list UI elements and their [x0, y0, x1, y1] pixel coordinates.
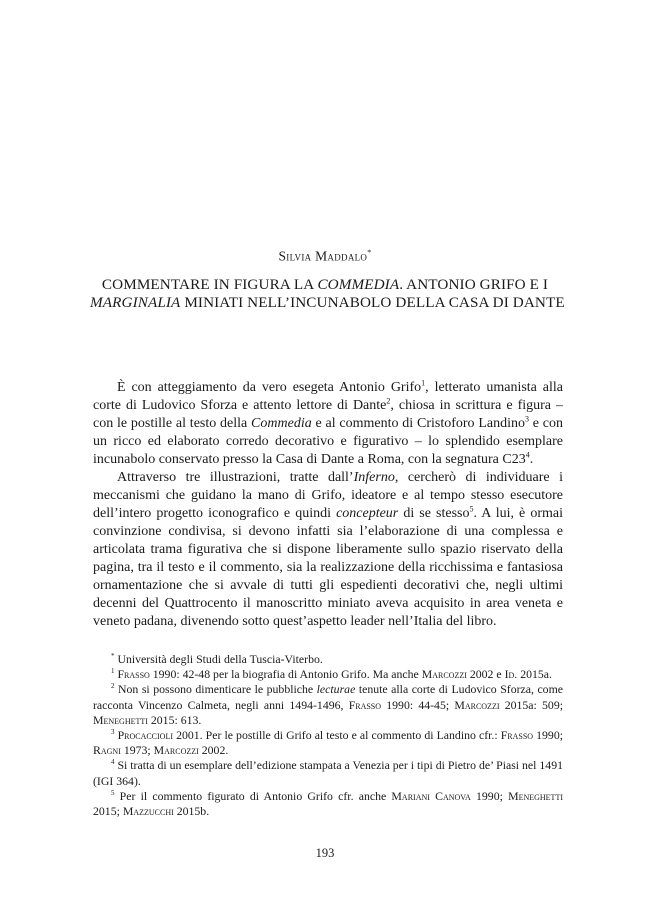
footnote-mark: *: [111, 652, 115, 661]
citation-author: Meneghetti: [93, 712, 148, 727]
footnote-affiliation: [93, 652, 563, 667]
title-italic: COMMEDIA: [317, 276, 400, 293]
text-run: Non si possono dimenticare le pubbliche: [114, 682, 317, 697]
citation-author: Marcozzi: [153, 743, 199, 758]
citation-author: Frasso: [117, 667, 150, 682]
text-run: . A lui, è ormai convinzione condivisa, si devono infatti sia l’elaborazione di una complessa e articolata trama figurativa che si dispone liberamente sullo spazio riservato della pagina, tra il testo e il commento, sia la realizzazione della ricchissima e fantasiosa ornamentazione che si avvale di tutti gli espedienti decorativi che, negli ultimi decenni del Quattrocento il manoscritto miniato aveva acquisito in area veneta e veneto padana, divenendo sotto quest’aspetto leader nell’Italia del libro.: [93, 506, 563, 629]
citation-author: Ragni: [93, 743, 121, 758]
footnote-ref[interactable]: 1: [421, 378, 426, 388]
article-title: [90, 276, 565, 312]
text-run: , cercherò di individuare i meccanismi che guidano la mano di Grifo, ideatore e al tempo stesso esecutore dell’intero progetto iconografico e quindi: [93, 470, 563, 521]
text-run: 1973;: [120, 743, 154, 758]
italic-run: Inferno: [353, 470, 395, 485]
footnotes: [93, 652, 563, 819]
footnote-mark: 5: [111, 788, 115, 797]
paragraph-2: [93, 469, 563, 631]
footnote-mark: 1: [111, 667, 115, 676]
text-run: 1990: 42-48 per la biografia di Antonio Grifo. Ma anche: [149, 667, 422, 682]
body-text: [93, 379, 563, 631]
footnote-ref[interactable]: 5: [469, 504, 474, 514]
footnote-mark: 3: [111, 728, 115, 737]
citation-author: Mazzucchi: [122, 804, 174, 819]
text-run: 2015;: [93, 804, 123, 819]
citation-author: Id: [504, 667, 515, 682]
text-run: Università degli Studi della Tuscia-Viterbo.: [114, 652, 323, 666]
footnote-5: [93, 789, 563, 819]
text-run: Si tratta di un esemplare dell’edizione stampata a Venezia per i tipi di Pietro de’ Piasi nel 1491 (IGI 364).: [93, 758, 563, 788]
footnote-ref[interactable]: 4: [525, 450, 530, 460]
title-text: MINIATI NELL’INCUNABOLO DELLA CASA DI DANTE: [180, 294, 565, 311]
text-run: .: [529, 452, 534, 467]
footnote-mark: 4: [111, 758, 115, 767]
text-run: 2002.: [198, 743, 229, 758]
citation-author: Meneghetti: [508, 788, 563, 803]
author-affiliation-mark: *: [367, 248, 372, 257]
text-run: 2001. Per le postille di Grifo al testo e al commento di Landino cfr.:: [173, 728, 501, 743]
footnote-4: [93, 758, 563, 788]
footnote-ref[interactable]: 3: [524, 414, 529, 424]
title-line-1: [90, 276, 560, 294]
text-run: 2002 e: [466, 667, 505, 682]
text-run: tenute alla corte di Ludovico Sforza, come racconta Vincenzo Calmeta, negli anni 1494-1496,: [93, 682, 563, 712]
title-text: COMMENTARE IN FIGURA LA: [101, 276, 318, 293]
text-run: e al commento di Cristoforo Landino: [311, 416, 525, 431]
italic-run: concepteur: [336, 506, 399, 521]
author-name-text: Silvia Maddalo: [278, 248, 368, 264]
text-run: Per il commento figurato di Antonio Grifo cfr. anche: [114, 788, 392, 803]
citation-author: Frasso: [348, 697, 382, 712]
title-italic: MARGINALIA: [90, 294, 181, 311]
footnote-mark: 2: [111, 682, 115, 691]
footnote-2: [93, 682, 563, 728]
italic-run: Commedia: [251, 416, 312, 431]
text-run: È con atteggiamento da vero esegeta Antonio Grifo: [117, 380, 422, 395]
citation-author: Mariani Canova: [391, 788, 471, 803]
text-run: Attraverso tre illustrazioni, tratte dall’: [117, 470, 354, 485]
italic-run: lecturae: [316, 682, 356, 697]
author-name: [0, 248, 650, 265]
footnote-3: [93, 728, 563, 758]
citation-author: Frasso: [500, 728, 534, 743]
footnote-1: [93, 667, 563, 682]
text-run: , chiosa in scrittura e figura – con le postille al testo della: [93, 398, 564, 431]
title-line-2: [90, 294, 565, 312]
text-run: , letterato umanista alla corte di Ludovico Sforza e attento lettore di Dante: [93, 380, 563, 413]
text-run: 2015b.: [173, 804, 210, 819]
page-number: 193: [315, 846, 335, 860]
title-text: . ANTONIO GRIFO E I: [399, 276, 549, 293]
text-run: e con un ricco ed elaborato corredo decorativo e figurativo – lo splendido esemplare incunabolo conservato presso la Casa di Dante a Roma, con la segnatura C23: [93, 416, 563, 467]
citation-author: Marcozzi: [454, 697, 500, 712]
text-run: 1990: 44-45;: [381, 697, 455, 712]
citation-author: Marcozzi: [421, 667, 467, 682]
paragraph-1: [93, 379, 563, 469]
text-run: 2015: 613.: [147, 712, 202, 727]
text-run: di se stesso: [398, 506, 470, 521]
text-run: 1990;: [470, 788, 509, 803]
text-run: 2015a: 509;: [499, 697, 563, 712]
citation-author: Procaccioli: [117, 728, 174, 743]
text-run: . 2015a.: [514, 667, 552, 682]
text-run: 1990;: [533, 728, 563, 743]
footnote-ref[interactable]: 2: [386, 396, 391, 406]
